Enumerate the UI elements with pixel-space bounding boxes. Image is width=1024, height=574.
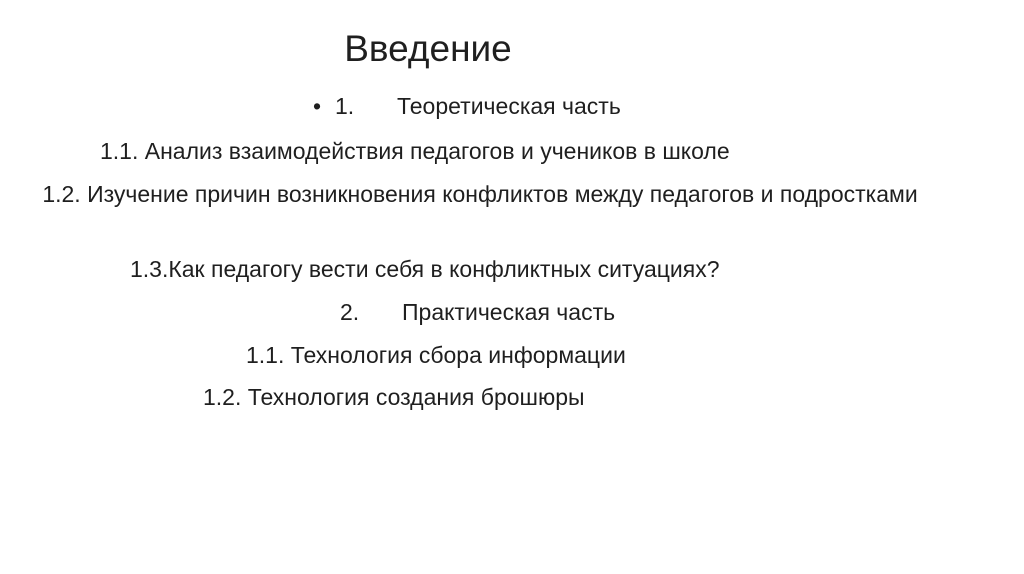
outline-item-practice — [340, 297, 615, 327]
outline-item-1-2: 1.2. Изучение причин возникновения конфликтов между педагогов и подростками — [42, 181, 918, 207]
item-number: 2. — [340, 299, 360, 325]
bullet-icon: • — [313, 93, 322, 119]
item-text: Практическая часть — [402, 299, 616, 325]
item-number: 1. — [335, 93, 355, 119]
outline-item-theory — [313, 91, 621, 121]
outline-item-2-1: 1.1. Технология сбора информации — [246, 342, 626, 368]
outline-item-1-1: 1.1. Анализ взаимодействия педагогов и учеников в школе — [100, 138, 730, 164]
outline-item-2-2: 1.2. Технология создания брошюры — [203, 384, 585, 410]
outline-item-1-3: 1.3.Как педагогу вести себя в конфликтных ситуациях? — [130, 256, 720, 282]
slide-title: Введение — [344, 28, 512, 69]
item-text: Теоретическая часть — [397, 93, 621, 119]
